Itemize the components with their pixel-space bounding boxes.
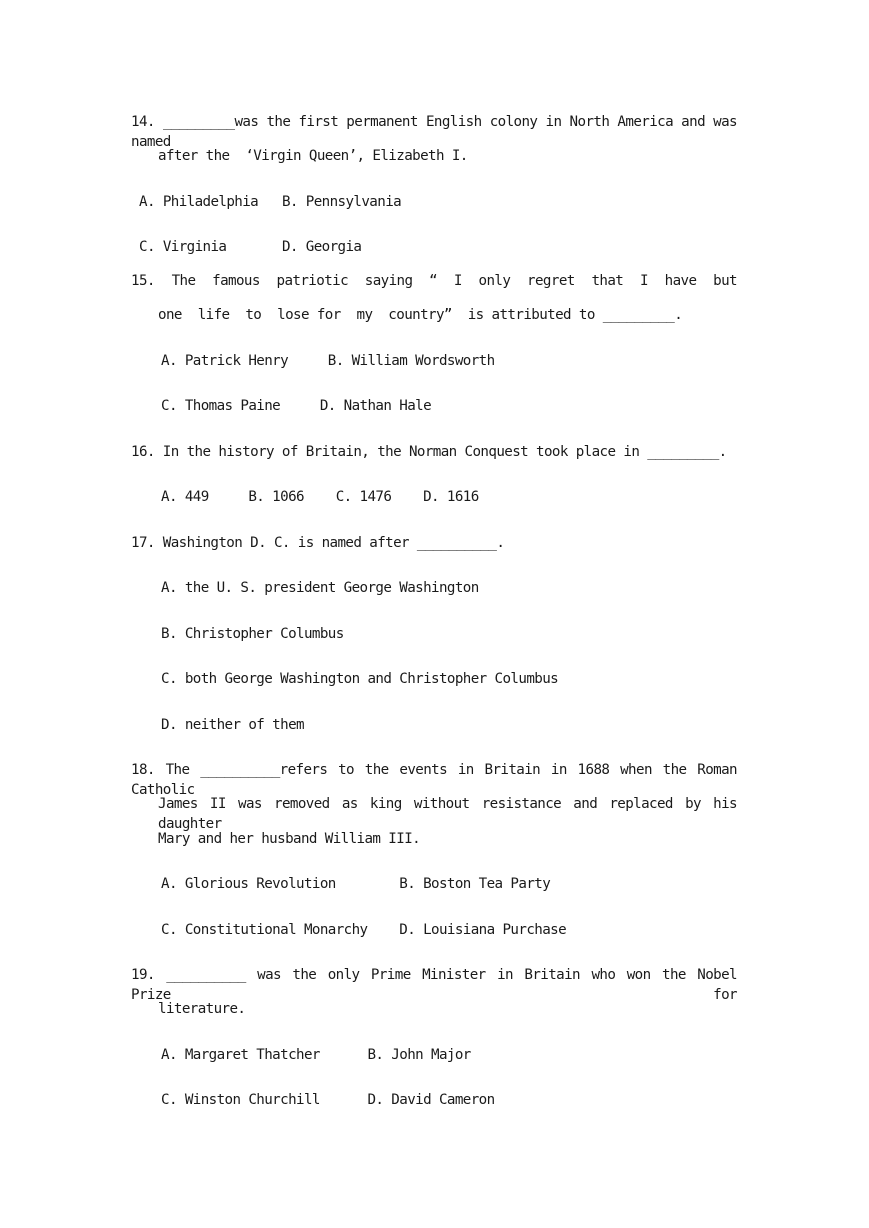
question-15-options-cd: C. Thomas Paine D. Nathan Hale: [161, 398, 432, 414]
question-17-option-c: C. both George Washington and Christopher Columbus: [161, 671, 559, 687]
question-17-option-d: D. neither of them: [161, 717, 304, 733]
question-16-options: A. 449 B. 1066 C. 1476 D. 1616: [161, 489, 479, 505]
question-17-option-b: B. Christopher Columbus: [161, 626, 344, 642]
question-19-options-cd: C. Winston Churchill D. David Cameron: [161, 1092, 495, 1108]
question-14-line-2: after the ‘Virgin Queen’, Elizabeth I.: [158, 148, 468, 164]
question-18-options-cd: C. Constitutional Monarchy D. Louisiana Purchase: [161, 922, 567, 938]
question-17-option-a: A. the U. S. president George Washington: [161, 580, 479, 596]
question-16-line-1: 16. In the history of Britain, the Norman Conquest took place in _________.: [131, 444, 727, 460]
question-18-line-3: Mary and her husband William III.: [158, 831, 421, 847]
question-17-line-1: 17. Washington D. C. is named after __________.: [131, 535, 505, 551]
question-19-options-ab: A. Margaret Thatcher B. John Major: [161, 1047, 471, 1063]
question-14-options-ab: A. Philadelphia B. Pennsylvania: [139, 194, 402, 210]
question-15-line-2: one life to lose for my country” is attributed to _________.: [158, 307, 683, 323]
question-18-line-2: James II was removed as king without resistance and replaced by his daughter: [158, 796, 737, 832]
question-14-options-cd: C. Virginia D. Georgia: [139, 239, 362, 255]
question-18-line-1: 18. The __________refers to the events in Britain in 1688 when the Roman Catholic: [131, 762, 737, 798]
question-15-options-ab: A. Patrick Henry B. William Wordsworth: [161, 353, 495, 369]
question-19-line-2: literature.: [158, 1001, 246, 1017]
question-15-line-1: 15. The famous patriotic saying “ I only regret that I have but: [131, 273, 737, 289]
question-19-line-1: 19. __________ was the only Prime Minister in Britain who won the Nobel Prize for: [131, 967, 737, 1003]
question-18-options-ab: A. Glorious Revolution B. Boston Tea Party: [161, 876, 551, 892]
question-14-line-1: 14. _________was the first permanent English colony in North America and was named: [131, 114, 737, 150]
